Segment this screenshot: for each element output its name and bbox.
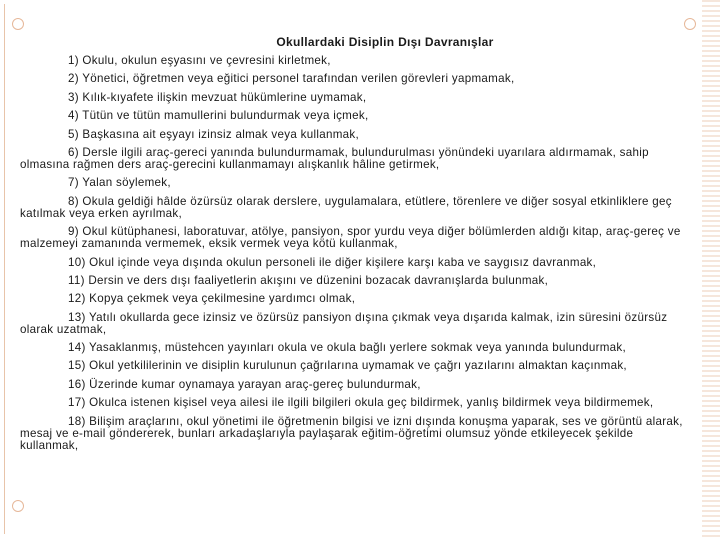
list-item: 17) Okulca istenen kişisel veya ailesi ile ilgili bilgileri okula geç bildirmek, yanlış bildirmek veya bildirmemek, [68, 396, 654, 410]
list-item: 12) Kopya çekmek veya çekilmesine yardımcı olmak, [68, 292, 356, 306]
list-item: 6) Dersle ilgili araç-gereci yanında bulundurmamak, bulundurulması yönündeki uyarılara aldırmamak, sahip olmasına rağmen ders araç-gerecini kullanmamayı alışkanlık hâline getirmek, [20, 145, 649, 171]
list-item: 4) Tütün ve tütün mamullerini bulundurmak veya içmek, [68, 109, 369, 123]
decorative-stripe [702, 0, 720, 540]
list-item: 9) Okul kütüphanesi, laboratuvar, atölye, pansiyon, spor yurdu veya diğer bölümlerden aldığı kitap, araç-gereç ve malzemeyi zamanında vermemek, eksik vermek veya kötü kullanmak, [20, 225, 681, 251]
list-item: 1) Okulu, okulun eşyasını ve çevresini kirletmek, [68, 54, 331, 67]
list-item: 3) Kılık-kıyafete ilişkin mevzuat hükümlerine uymamak, [68, 90, 367, 104]
slide-content [20, 34, 690, 458]
list-item: 18) Bilişim araçlarını, okul yönetimi ile öğretmenin bilgisi ve izni dışında konuşma yaparak, ses ve görüntü alarak, mesaj ve e-mail göndererek, bunları arkadaşlarıyla paylaşarak eğitim-öğretimi olumsuz yönde etkileyecek şekilde kullanmak, [20, 414, 683, 452]
list-item: 10) Okul içinde veya dışında okulun personeli ile diğer kişilere karşı kaba ve saygısız davranmak, [68, 255, 597, 269]
decorative-circle-top-right [684, 18, 696, 30]
list-item: 8) Okula geldiği hâlde özürsüz olarak derslere, uygulamalara, etütlere, törenlere ve diğer sosyal etkinliklere geç katılmak veya erken ayrılmak, [20, 194, 672, 220]
list-item: 15) Okul yetkililerinin ve disiplin kurulunun çağrılarına uymamak ve çağrı yazılarını almaktan kaçınmak, [68, 359, 627, 373]
list-item: 16) Üzerinde kumar oynamaya yarayan araç-gereç bulundurmak, [68, 377, 421, 391]
list-item: 13) Yatılı okullarda gece izinsiz ve özürsüz pansiyon dışına çıkmak veya dışarıda kalmak, izin süresini özürsüz olarak uzatmak, [20, 310, 668, 336]
behavior-list [20, 55, 690, 452]
decorative-circle-bottom-left [12, 500, 24, 512]
list-item: 7) Yalan söylemek, [68, 176, 171, 190]
list-item: 11) Dersin ve ders dışı faaliyetlerin akışını ve düzenini bozacak davranışlarda bulunmak, [68, 273, 549, 287]
list-item: 2) Yönetici, öğretmen veya eğitici personel tarafından verilen görevleri yapmamak, [68, 72, 515, 86]
list-item: 14) Yasaklanmış, müstehcen yayınları okula ve okula bağlı yerlere sokmak veya yanında bulundurmak, [68, 341, 627, 355]
decorative-circle-top-left [12, 18, 24, 30]
list-item: 5) Başkasına ait eşyayı izinsiz almak veya kullanmak, [68, 127, 360, 141]
slide-title: Okullardaki Disiplin Dışı Davranışlar [276, 35, 494, 49]
